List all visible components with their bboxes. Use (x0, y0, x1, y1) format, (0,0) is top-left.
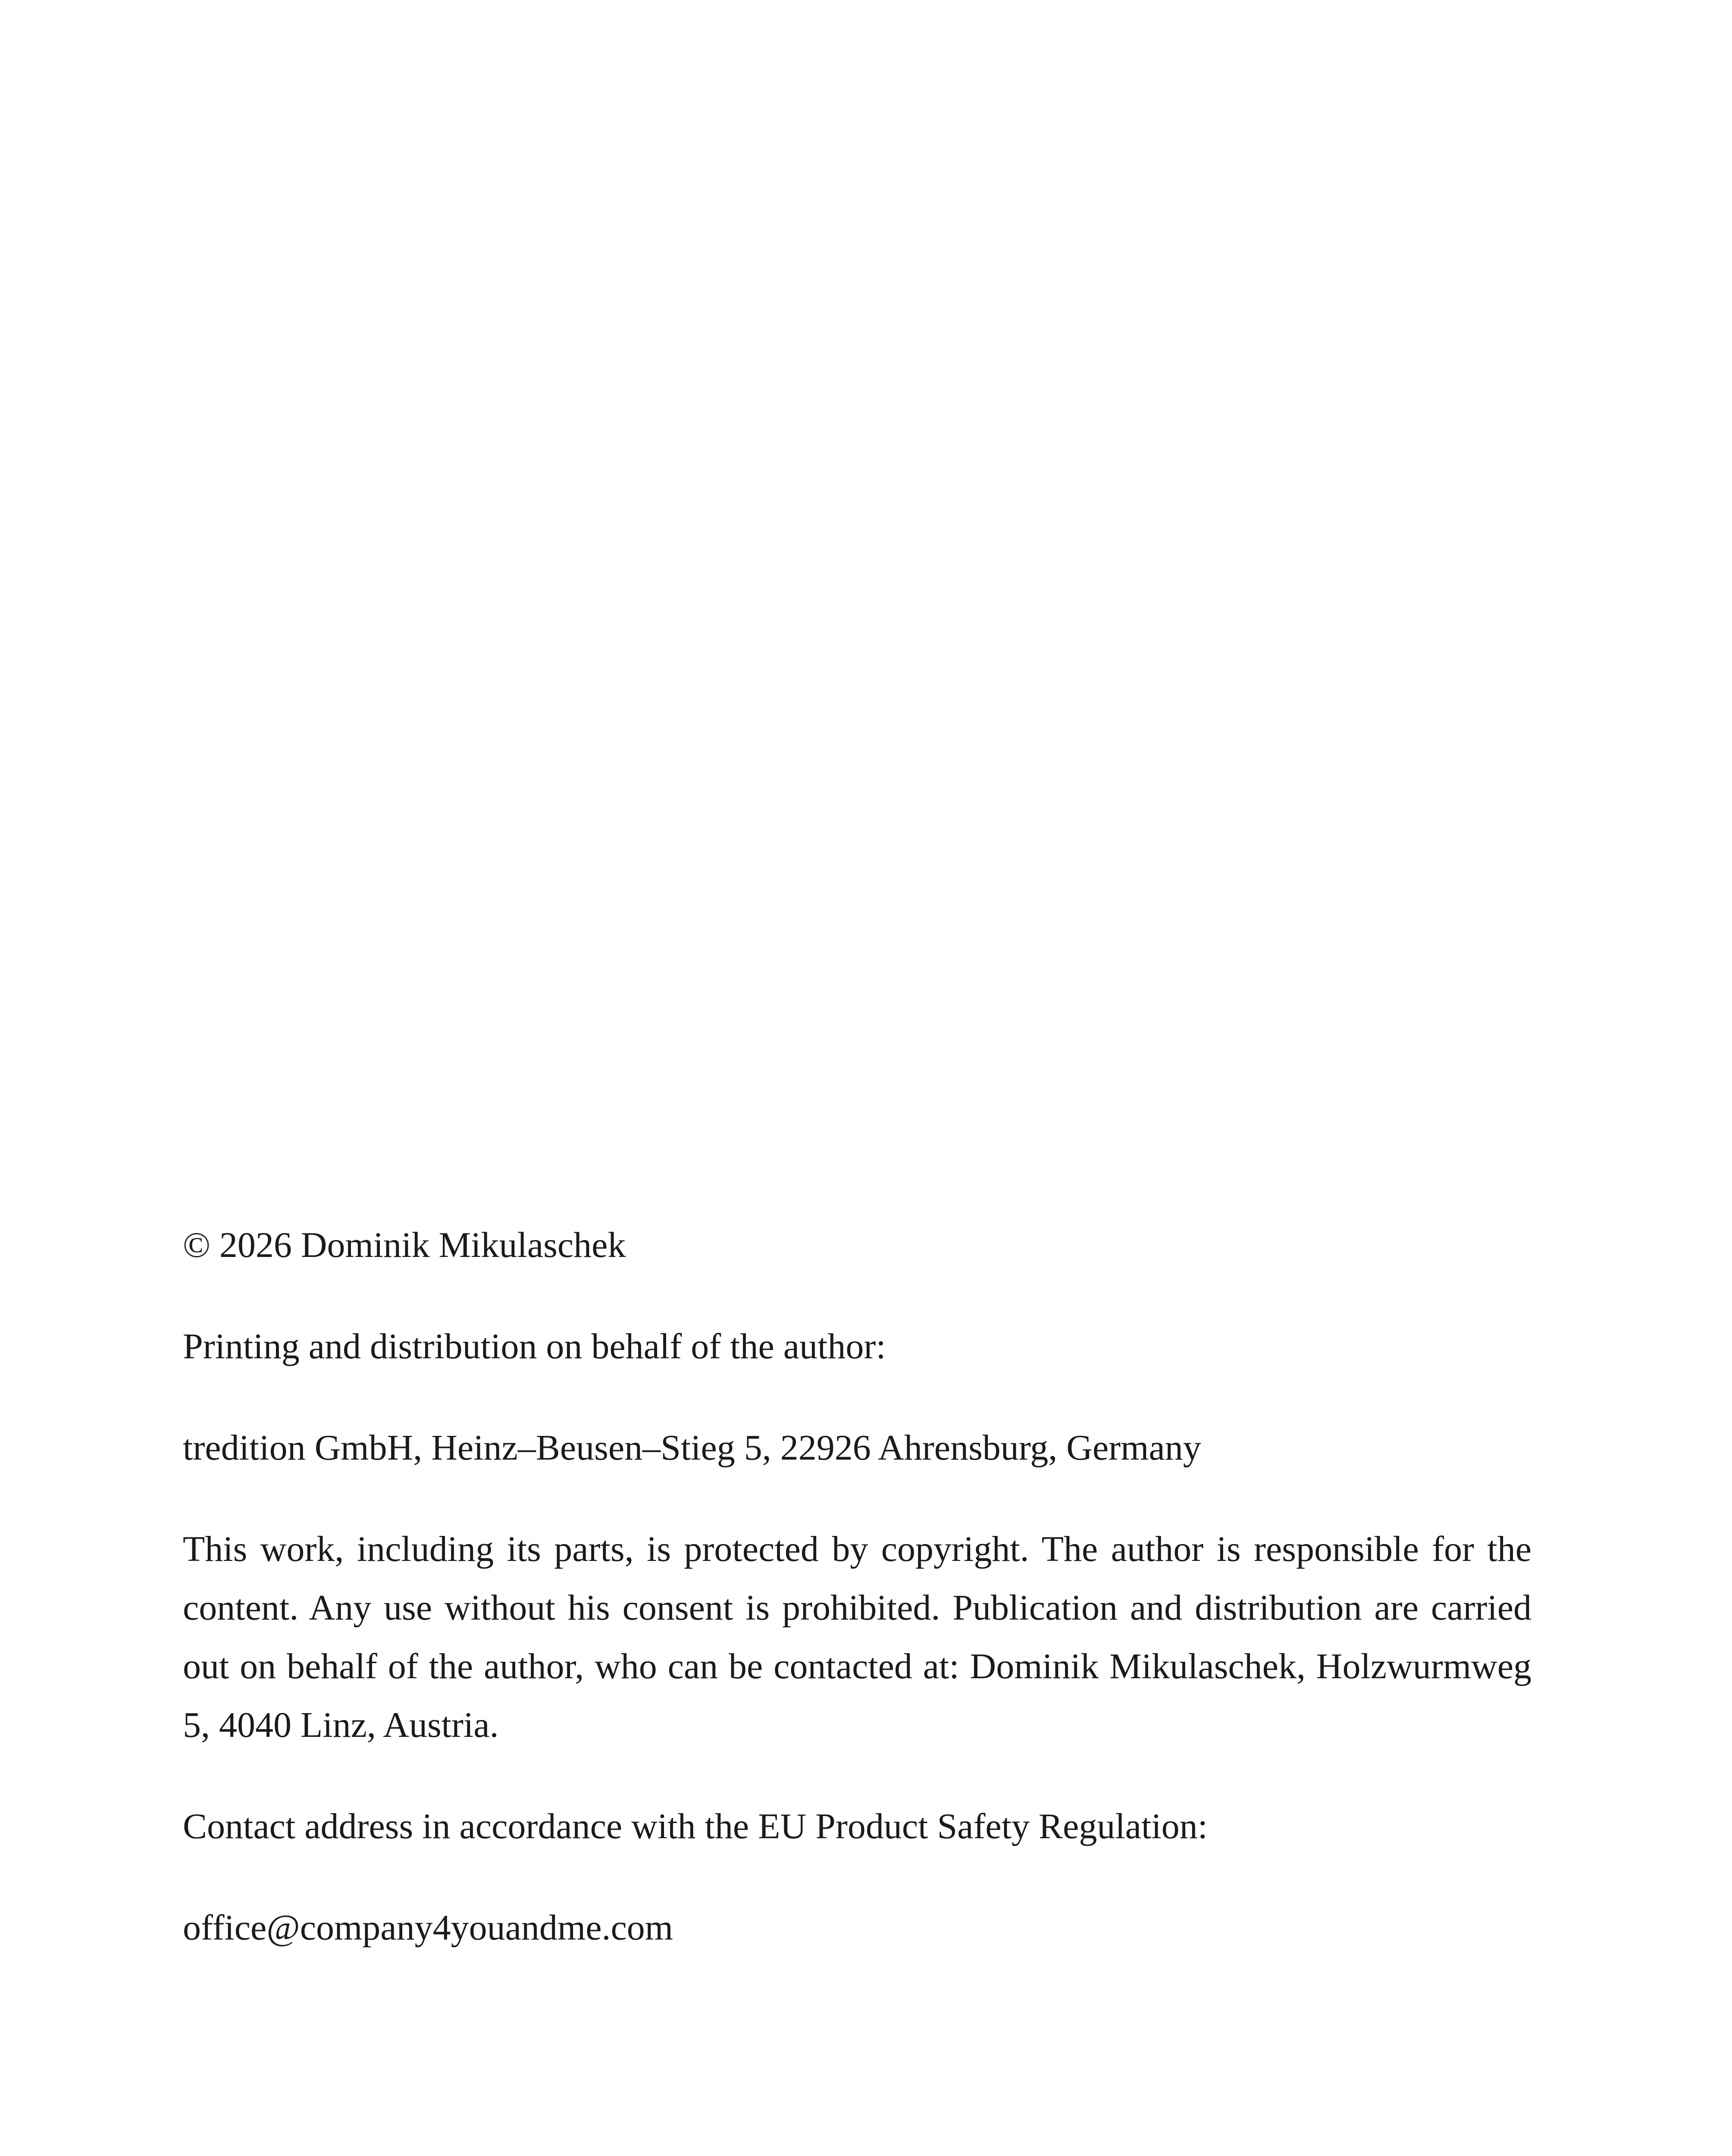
publisher-address: tredition GmbH, Heinz–Beusen–Stieg 5, 22926 Ahrensburg, Germany (183, 1428, 1201, 1468)
contact-heading: Contact address in accordance with the EU Product Safety Regulation: (183, 1806, 1208, 1846)
contact-email: office@company4youandme.com (183, 1908, 673, 1948)
legal-notice: This work, including its parts, is protected by copyright. The author is responsible for the content. Any use without his consent is prohibited. Publication and distribution are carried out on behalf of the author, who can be contacted at: Dominik Mikulaschek, Holzwurmweg 5, 4040 Linz, Austria. (183, 1529, 1532, 1745)
printing-distribution-line: Printing and distribution on behalf of the author: (183, 1326, 886, 1366)
copyright-line: © 2026 Dominik Mikulaschek (183, 1225, 626, 1265)
imprint-block (183, 1216, 1532, 2000)
